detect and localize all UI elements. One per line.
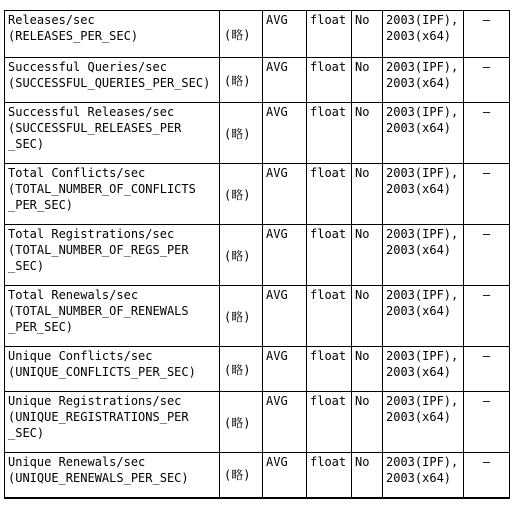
table-row (5, 103, 510, 164)
abbreviation: (略) (224, 468, 251, 483)
abbreviation-cell (220, 453, 263, 498)
format-cell (307, 11, 352, 58)
data-format: float (310, 227, 347, 241)
field-id: (RELEASES_PER_SEC) (8, 29, 139, 43)
field-name-cell (5, 392, 220, 453)
summary-rule: AVG (266, 227, 288, 241)
summary-cell (263, 392, 307, 453)
table-row (5, 225, 510, 286)
abbreviation: (略) (224, 248, 251, 263)
supported-os-ipf: 2003(IPF), (386, 13, 459, 27)
supported-os-cell (383, 11, 464, 58)
abbreviation: (略) (224, 187, 251, 202)
field-name-cell (5, 164, 220, 225)
supported-os-cell (383, 286, 464, 347)
summary-cell (263, 286, 307, 347)
summary-cell (263, 225, 307, 286)
field-name: Unique Conflicts/sec (8, 349, 153, 363)
delta-cell (352, 164, 383, 225)
abbreviation: (略) (224, 27, 251, 42)
summary-rule: AVG (266, 455, 288, 469)
supported-os-cell (383, 347, 464, 392)
format-cell (307, 347, 352, 392)
delta-cell (352, 11, 383, 58)
delta-cell (352, 347, 383, 392)
table-row (5, 164, 510, 225)
format-cell (307, 103, 352, 164)
abbreviation: (略) (224, 362, 251, 377)
field-id: (SUCCESSFUL_QUERIES_PER_SEC) (8, 76, 211, 90)
supported-os-ipf: 2003(IPF), (386, 166, 459, 180)
supported-os-cell (383, 392, 464, 453)
data-format: float (310, 60, 347, 74)
supported-os-x64: 2003(x64) (386, 29, 452, 43)
field-id-continued: _PER_SEC) (8, 320, 74, 334)
supported-os-x64: 2003(x64) (386, 304, 452, 318)
field-id: (TOTAL_NUMBER_OF_RENEWALS (8, 304, 189, 318)
delta-cell (352, 225, 383, 286)
supported-os-ipf: 2003(IPF), (386, 227, 459, 241)
supported-os-cell (383, 225, 464, 286)
delta-flag: No (355, 288, 370, 302)
supported-os-x64: 2003(x64) (386, 410, 452, 424)
field-name: Unique Registrations/sec (8, 394, 182, 408)
abbreviation: (略) (224, 73, 251, 88)
data-source: — (482, 60, 491, 74)
data-format: float (310, 455, 347, 469)
data-source-cell (464, 453, 510, 498)
summary-rule: AVG (266, 288, 288, 302)
field-name-cell (5, 103, 220, 164)
data-source: — (482, 13, 491, 27)
table-row (5, 11, 510, 58)
field-id: (TOTAL_NUMBER_OF_REGS_PER (8, 243, 189, 257)
delta-flag: No (355, 394, 370, 408)
abbreviation-cell (220, 103, 263, 164)
data-source: — (482, 455, 491, 469)
summary-rule: AVG (266, 166, 288, 180)
supported-os-ipf: 2003(IPF), (386, 60, 459, 74)
abbreviation-cell (220, 11, 263, 58)
field-id-continued: _PER_SEC) (8, 198, 74, 212)
table-row (5, 453, 510, 498)
field-name: Total Conflicts/sec (8, 166, 146, 180)
field-name: Unique Renewals/sec (8, 455, 146, 469)
delta-flag: No (355, 166, 370, 180)
summary-rule: AVG (266, 105, 288, 119)
delta-cell (352, 286, 383, 347)
supported-os-cell (383, 453, 464, 498)
summary-cell (263, 58, 307, 103)
supported-os-x64: 2003(x64) (386, 76, 452, 90)
format-cell (307, 392, 352, 453)
field-name-cell (5, 225, 220, 286)
table-row (5, 392, 510, 453)
table-row (5, 347, 510, 392)
field-id-continued: _SEC) (8, 137, 45, 151)
delta-flag: No (355, 60, 370, 74)
supported-os-ipf: 2003(IPF), (386, 394, 459, 408)
field-name: Releases/sec (8, 13, 95, 27)
data-source-cell (464, 347, 510, 392)
supported-os-cell (383, 58, 464, 103)
delta-flag: No (355, 13, 370, 27)
delta-flag: No (355, 455, 370, 469)
supported-os-x64: 2003(x64) (386, 182, 452, 196)
table-body (5, 11, 510, 498)
data-source-cell (464, 58, 510, 103)
summary-rule: AVG (266, 349, 288, 363)
supported-os-x64: 2003(x64) (386, 121, 452, 135)
data-source: — (482, 394, 491, 408)
summary-rule: AVG (266, 13, 288, 27)
data-source: — (482, 105, 491, 119)
summary-cell (263, 347, 307, 392)
field-id: (UNIQUE_RENEWALS_PER_SEC) (8, 471, 189, 485)
record-field-table (4, 10, 510, 499)
field-id: (SUCCESSFUL_RELEASES_PER (8, 121, 182, 135)
summary-rule: AVG (266, 60, 288, 74)
format-cell (307, 225, 352, 286)
data-format: float (310, 394, 347, 408)
field-id-continued: _SEC) (8, 259, 45, 273)
data-source: — (482, 166, 491, 180)
delta-flag: No (355, 105, 370, 119)
supported-os-x64: 2003(x64) (386, 243, 452, 257)
delta-cell (352, 103, 383, 164)
abbreviation-cell (220, 58, 263, 103)
data-format: float (310, 13, 347, 27)
field-name-cell (5, 11, 220, 58)
supported-os-ipf: 2003(IPF), (386, 288, 459, 302)
abbreviation: (略) (224, 126, 251, 141)
field-name-cell (5, 347, 220, 392)
supported-os-ipf: 2003(IPF), (386, 105, 459, 119)
abbreviation-cell (220, 286, 263, 347)
supported-os-x64: 2003(x64) (386, 365, 452, 379)
format-cell (307, 453, 352, 498)
abbreviation: (略) (224, 415, 251, 430)
abbreviation-cell (220, 164, 263, 225)
data-format: float (310, 288, 347, 302)
delta-flag: No (355, 227, 370, 241)
abbreviation-cell (220, 225, 263, 286)
summary-cell (263, 164, 307, 225)
abbreviation-cell (220, 347, 263, 392)
abbreviation-cell (220, 392, 263, 453)
data-source-cell (464, 103, 510, 164)
summary-cell (263, 103, 307, 164)
field-id: (TOTAL_NUMBER_OF_CONFLICTS (8, 182, 196, 196)
data-source: — (482, 349, 491, 363)
supported-os-cell (383, 164, 464, 225)
data-source: — (482, 227, 491, 241)
field-name-cell (5, 286, 220, 347)
field-name: Total Registrations/sec (8, 227, 175, 241)
delta-flag: No (355, 349, 370, 363)
format-cell (307, 164, 352, 225)
table-row (5, 286, 510, 347)
data-format: float (310, 349, 347, 363)
field-name-cell (5, 453, 220, 498)
format-cell (307, 286, 352, 347)
data-source-cell (464, 392, 510, 453)
supported-os-ipf: 2003(IPF), (386, 455, 459, 469)
delta-cell (352, 58, 383, 103)
data-source-cell (464, 286, 510, 347)
summary-cell (263, 11, 307, 58)
field-name-cell (5, 58, 220, 103)
summary-rule: AVG (266, 394, 288, 408)
data-source-cell (464, 225, 510, 286)
supported-os-ipf: 2003(IPF), (386, 349, 459, 363)
format-cell (307, 58, 352, 103)
data-source: — (482, 288, 491, 302)
table-row (5, 58, 510, 103)
abbreviation: (略) (224, 309, 251, 324)
field-id: (UNIQUE_REGISTRATIONS_PER (8, 410, 189, 424)
field-id-continued: _SEC) (8, 426, 45, 440)
data-format: float (310, 166, 347, 180)
data-format: float (310, 105, 347, 119)
delta-cell (352, 392, 383, 453)
field-name: Total Renewals/sec (8, 288, 139, 302)
field-name: Successful Queries/sec (8, 60, 167, 74)
delta-cell (352, 453, 383, 498)
data-source-cell (464, 164, 510, 225)
field-name: Successful Releases/sec (8, 105, 175, 119)
data-source-cell (464, 11, 510, 58)
field-id: (UNIQUE_CONFLICTS_PER_SEC) (8, 365, 196, 379)
supported-os-cell (383, 103, 464, 164)
supported-os-x64: 2003(x64) (386, 471, 452, 485)
summary-cell (263, 453, 307, 498)
